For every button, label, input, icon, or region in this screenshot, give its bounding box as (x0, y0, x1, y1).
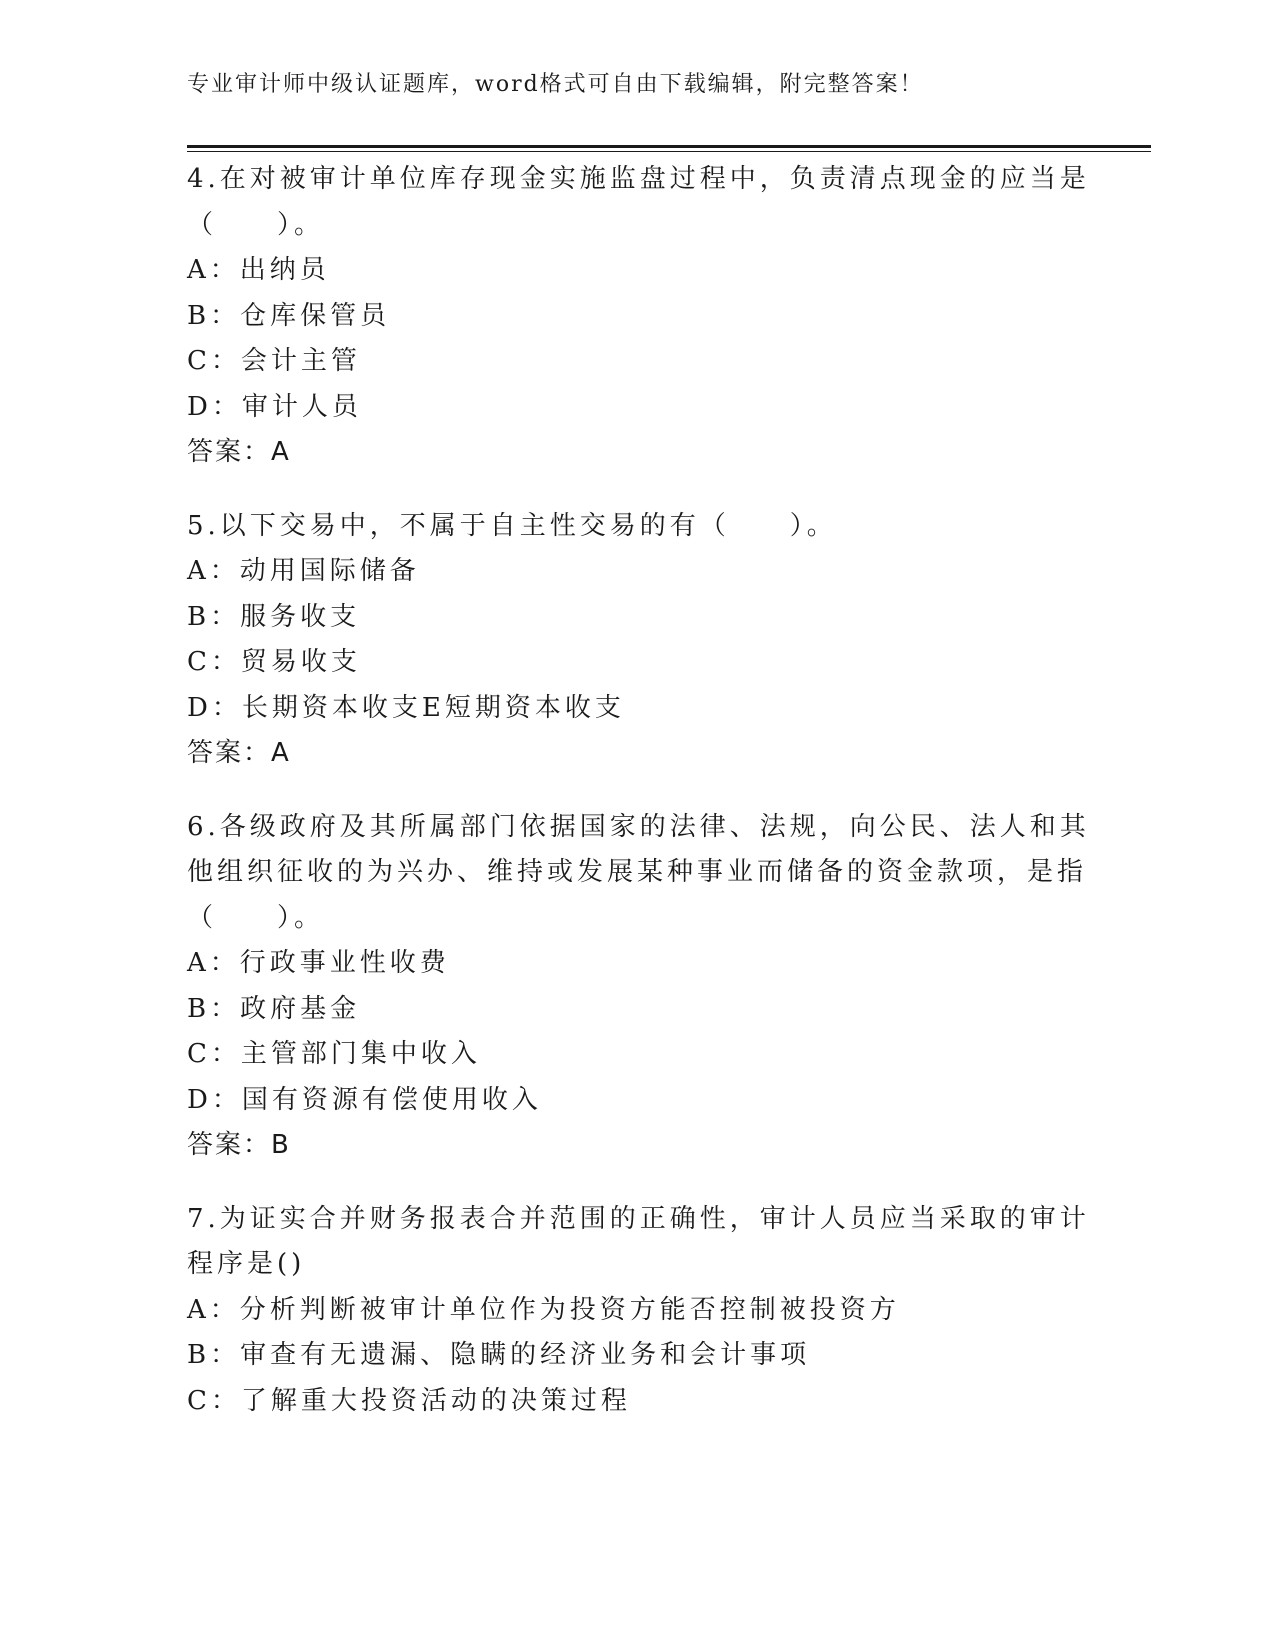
question-stem: （ ）。 (187, 902, 325, 933)
header-rule-thick (187, 145, 1151, 148)
option-a: A：动用国际储备 (187, 556, 420, 586)
option-d: D：审计人员 (187, 391, 362, 422)
question-stem: 7.为证实合并财务报表合并范围的正确性，审计人员应当采取的审计 (187, 1203, 1090, 1234)
option-d: D：长期资本收支E短期资本收支 (187, 692, 625, 723)
option-d: D：国有资源有偿使用收入 (187, 1084, 542, 1115)
option-a: A：行政事业性收费 (187, 948, 450, 978)
option-b: B：服务收支 (187, 601, 361, 632)
question-5 (187, 504, 1067, 777)
question-7 (187, 1197, 1090, 1425)
option-c: C：主管部门集中收入 (187, 1039, 481, 1069)
option-c: C：了解重大投资活动的决策过程 (187, 1385, 631, 1416)
answer-line: 答案：A (187, 738, 291, 768)
option-b: B：审查有无遗漏、隐瞒的经济业务和会计事项 (187, 1340, 811, 1370)
question-6 (187, 805, 1090, 1169)
question-stem: 6.各级政府及其所属部门依据国家的法律、法规，向公民、法人和其 (187, 811, 1090, 842)
option-c: C：会计主管 (187, 346, 361, 376)
question-4 (187, 157, 1090, 476)
question-stem: 5.以下交易中，不属于自主性交易的有（ ）。 (187, 510, 837, 541)
option-a: A：分析判断被审计单位作为投资方能否控制被投资方 (187, 1294, 900, 1325)
option-a: A：出纳员 (187, 255, 330, 285)
question-stem: 他组织征收的为兴办、维持或发展某种事业而储备的资金款项，是指 (187, 857, 1088, 887)
question-list (187, 157, 1090, 1452)
question-stem: 程序是() (187, 1249, 306, 1279)
option-b: B：仓库保管员 (187, 300, 391, 331)
option-b: B：政府基金 (187, 993, 361, 1024)
question-stem: 4.在对被审计单位库存现金实施监盘过程中，负责清点现金的应当是 (187, 164, 1090, 194)
page-header: 专业审计师中级认证题库，word格式可自由下载编辑，附完整答案！ (187, 72, 924, 97)
option-c: C：贸易收支 (187, 647, 361, 677)
answer-line: 答案：A (187, 437, 291, 467)
question-stem: （ ）。 (187, 209, 325, 240)
header-rule-thin (187, 151, 1151, 152)
answer-line: 答案：B (187, 1130, 291, 1160)
